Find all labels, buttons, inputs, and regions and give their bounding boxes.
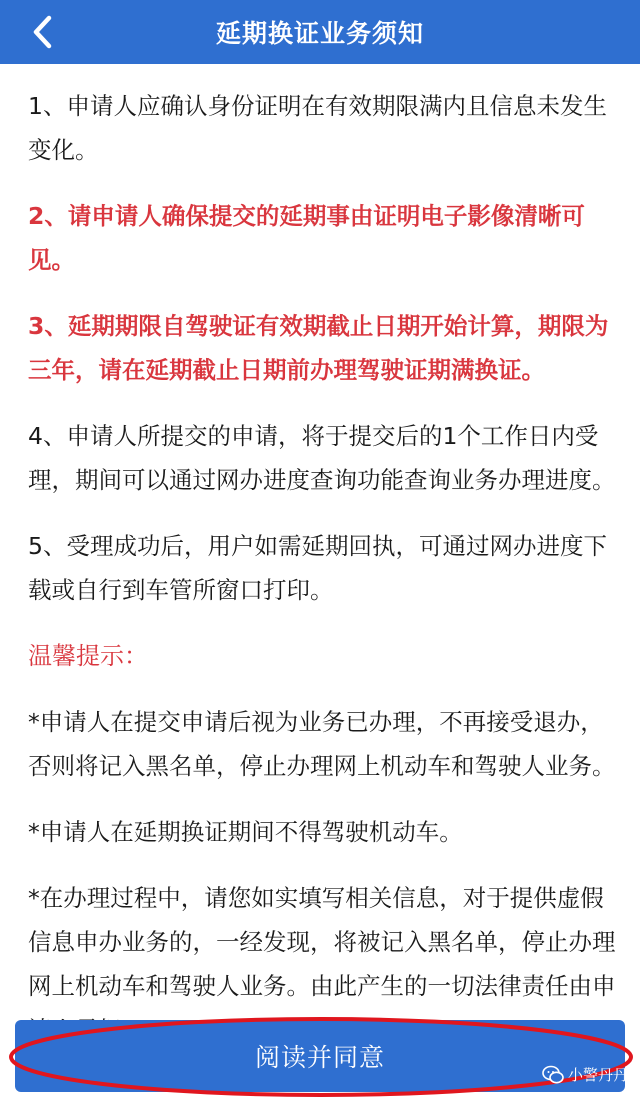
tips-title: 温馨提示： xyxy=(28,642,148,670)
watermark-text: 小警丹丹 xyxy=(567,1066,628,1084)
tip-item-1: *申请人在提交申请后视为业务已办理，不再接受退办，否则将记入黑名单，停止办理网上机动车和驾驶人业务。 xyxy=(28,708,616,780)
agree-button[interactable] xyxy=(15,1020,625,1092)
notice-item-4: 4、申请人所提交的申请，将于提交后的1个工作日内受理，期间可以通过网办进度查询功能查询业务办理进度。 xyxy=(28,422,616,494)
notice-item-3: 3、延期期限自驾驶证有效期截止日期开始计算，期限为三年，请在延期截止日期前办理驾驶证期满换证。 xyxy=(28,312,609,384)
chevron-left-icon xyxy=(31,15,53,49)
nav-header xyxy=(0,0,640,64)
notice-content xyxy=(28,84,618,1074)
tip-item-3: *在办理过程中，请您如实填写相关信息，对于提供虚假信息申办业务的，一经发现，将被记入黑名单，停止办理网上机动车和驾驶人业务。由此产生的一切法律责任由申 xyxy=(28,884,616,1000)
watermark xyxy=(542,1064,628,1085)
notice-item-2: 2、请申请人确保提交的延期事由证明电子影像清晰可见。 xyxy=(28,202,585,274)
page-title: 延期换证业务须知 xyxy=(215,19,424,48)
agree-button-label: 阅读并同意 xyxy=(254,1043,385,1072)
tip-item-2: *申请人在延期换证期间不得驾驶机动车。 xyxy=(28,818,463,846)
back-button[interactable] xyxy=(22,12,62,52)
notice-item-1: 1、申请人应确认身份证明在有效期限满内且信息未发生变化。 xyxy=(28,92,607,164)
wechat-icon xyxy=(542,1065,564,1085)
notice-item-5: 5、受理成功后，用户如需延期回执，可通过网办进度下载或自行到车管所窗口打印。 xyxy=(28,532,607,604)
